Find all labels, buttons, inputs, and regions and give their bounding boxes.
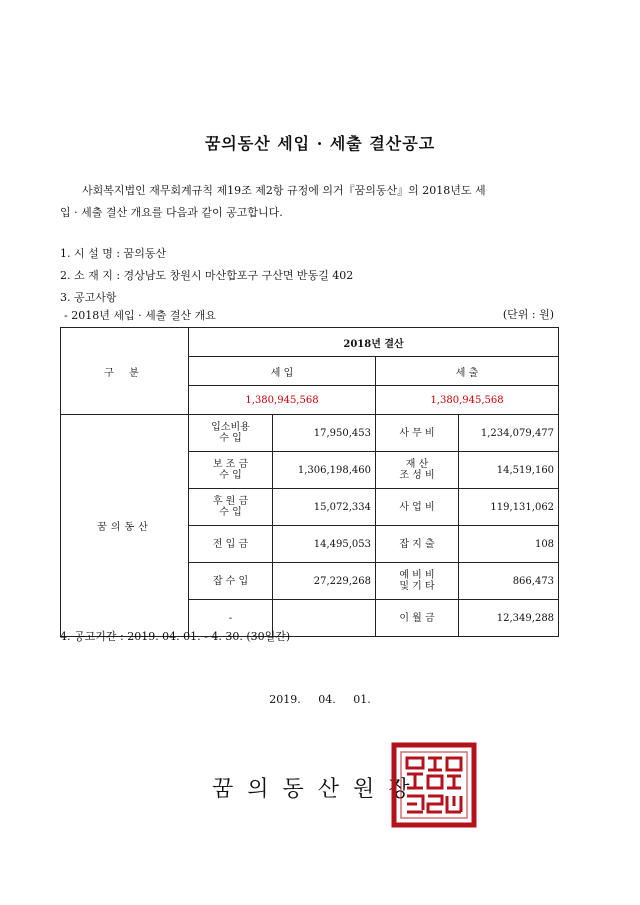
notice-items-heading: 3. 공고사항 [60,291,117,304]
signature-line: 꿈의동산원장 [212,777,424,802]
revenue-value: 1,306,198,460 [273,452,376,489]
expense-label: 예 비 비 및 기 타 [376,563,459,600]
intro-line-1: 사회복지법인 재무회계규칙 제19조 제2항 규정에 의거『꿈의동산』의 2018년도 세 [82,184,486,197]
expense-value: 108 [459,526,559,563]
revenue-value: 14,495,053 [273,526,376,563]
year-header: 2018년 결산 [189,328,559,357]
revenue-value: 15,072,334 [273,489,376,526]
notice-date: 2019. 04. 01. [269,693,371,706]
revenue-value: 27,229,268 [273,563,376,600]
expense-value: 1,234,079,477 [459,415,559,452]
revenue-header: 세 입 [189,357,376,386]
facility-name-item: 1. 시 설 명 : 꿈의동산 [60,247,167,260]
location-item: 2. 소 재 지 : 경상남도 창원시 마산합포구 구산면 반동길 402 [60,269,354,282]
revenue-label: 잡 수 입 [189,563,273,600]
expense-header: 세 출 [376,357,559,386]
facility-cell: 꿈의동산 [61,415,189,637]
expense-label: 사 업 비 [376,489,459,526]
expense-value: 12,349,288 [459,600,559,637]
notice-title: 꿈의동산 세입 · 세출 결산공고 [204,134,436,153]
revenue-label: 입소비용 수 입 [189,415,273,452]
settlement-table [60,327,559,637]
revenue-total: 1,380,945,568 [189,386,376,415]
official-seal-icon [391,742,477,828]
notice-period: 4. 공고기간 : 2019. 04. 01. - 4. 30. (30일간) [60,630,291,643]
expense-value: 866,473 [459,563,559,600]
category-header: 구 분 [61,328,189,415]
revenue-label: 보 조 금 수 입 [189,452,273,489]
expense-total: 1,380,945,568 [376,386,559,415]
revenue-label: - [189,600,273,637]
revenue-label: 전 입 금 [189,526,273,563]
table-row [61,415,559,452]
intro-line-2: 입 · 세출 결산 개요를 다음과 같이 공고합니다. [60,206,283,219]
expense-value: 119,131,062 [459,489,559,526]
revenue-label: 후 원 금 수 입 [189,489,273,526]
expense-label: 재 산 조 성 비 [376,452,459,489]
expense-label: 사 무 비 [376,415,459,452]
summary-subheading: - 2018년 세입 · 세출 결산 개요 [64,309,216,322]
expense-label: 이 월 금 [376,600,459,637]
expense-label: 잡 지 출 [376,526,459,563]
revenue-value: 17,950,453 [273,415,376,452]
unit-label: (단위 : 원) [502,308,554,321]
expense-value: 14,519,160 [459,452,559,489]
